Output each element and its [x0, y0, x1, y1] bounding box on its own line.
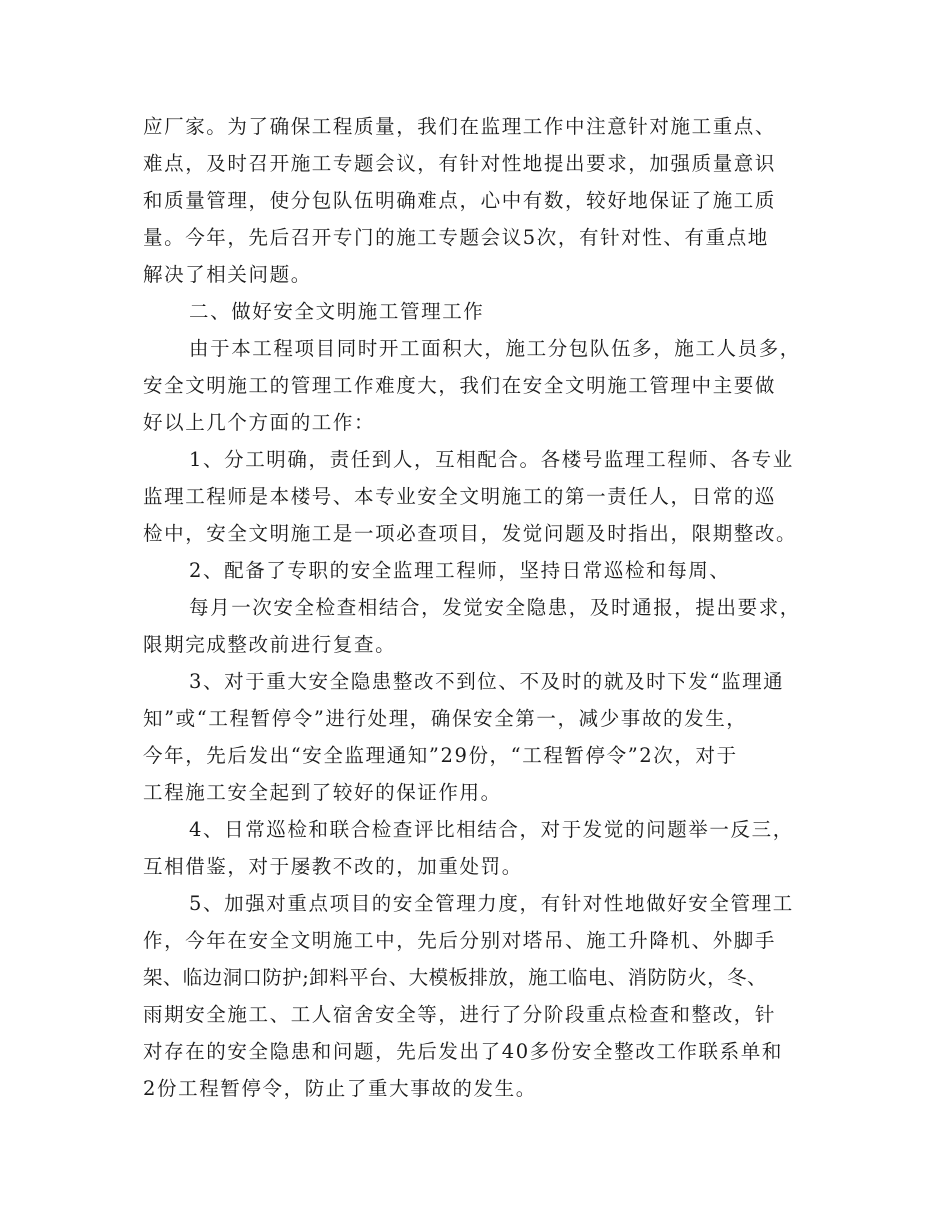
list-item-line: 每月一次安全检查相结合，发觉安全隐患，及时通报，提出要求，	[189, 596, 801, 619]
paragraph-line: 量。今年，先后召开专门的施工专题会议5次，有针对性、有重点地	[143, 226, 769, 249]
paragraph-line: 解决了相关问题。	[143, 263, 312, 286]
list-item-line: 工程施工安全起到了较好的保证作用。	[143, 781, 502, 804]
list-item-line: 检中，安全文明施工是一项必查项目，发觉问题及时指出，限期整改。	[143, 522, 798, 545]
list-item-line: 2、配备了专职的安全监理工程师，坚持日常巡检和每周、	[189, 559, 731, 582]
paragraph-line: 应厂家。为了确保工程质量，我们在监理工作中注意针对施工重点、	[143, 115, 777, 138]
list-item-line: 监理工程师是本楼号、本专业安全文明施工的第一责任人，日常的巡	[143, 485, 777, 508]
list-item-line: 雨期安全施工、工人宿舍安全等，进行了分阶段重点检查和整改，针	[143, 1003, 777, 1026]
list-item-line: 5、加强对重点项目的安全管理力度，有针对性地做好安全管理工	[189, 892, 794, 915]
list-item-line: 作，今年在安全文明施工中，先后分别对塔吊、施工升降机、外脚手	[143, 929, 777, 952]
paragraph-line: 好以上几个方面的工作：	[143, 411, 376, 434]
list-item-line: 架、临边洞口防护;卸料平台、大模板排放，施工临电、消防防火，冬、	[143, 966, 767, 989]
list-item-line: 1、分工明确，责任到人，互相配合。各楼号监理工程师、各专业	[189, 448, 794, 471]
paragraph-line: 和质量管理，使分包队伍明确难点，心中有数，较好地保证了施工质	[143, 189, 777, 212]
list-item-line: 4、日常巡检和联合检查评比相结合，对于发觉的问题举一反三，	[189, 818, 794, 841]
list-item-line: 对存在的安全隐患和问题，先后发出了40多份安全整改工作联系单和	[143, 1040, 783, 1063]
list-item-line: 2份工程暂停令，防止了重大事故的发生。	[143, 1077, 537, 1100]
section-heading: 二、做好安全文明施工管理工作	[189, 300, 485, 323]
paragraph-line: 安全文明施工的管理工作难度大，我们在安全文明施工管理中主要做	[143, 374, 777, 397]
paragraph-line: 难点，及时召开施工专题会议，有针对性地提出要求，加强质量意识	[143, 152, 777, 175]
list-item-line: 今年，先后发出“安全监理通知”29份，“工程暂停令”2次，对于	[143, 744, 738, 767]
paragraph-line: 由于本工程项目同时开工面积大，施工分包队伍多，施工人员多，	[189, 337, 801, 360]
list-item-line: 知”或“工程暂停令”进行处理，确保安全第一，减少事故的发生，	[143, 707, 748, 730]
list-item-line: 限期完成整改前进行复查。	[143, 633, 397, 656]
list-item-line: 3、对于重大安全隐患整改不到位、不及时的就及时下发“监理通	[189, 670, 785, 693]
list-item-line: 互相借鉴，对于屡教不改的，加重处罚。	[143, 855, 523, 878]
